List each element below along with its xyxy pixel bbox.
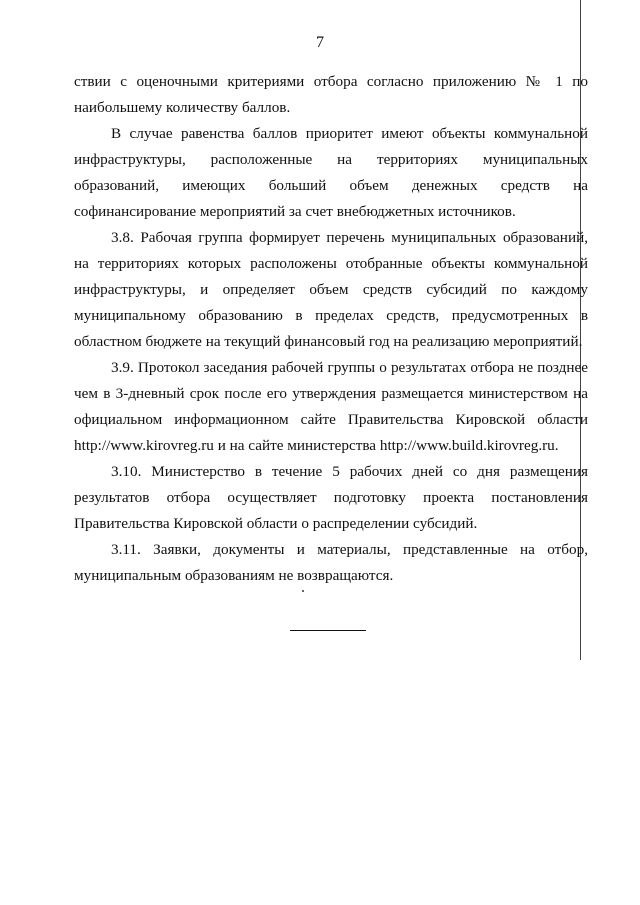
paragraph-3-9: 3.9. Протокол заседания рабочей группы о результатах отбора не позднее чем в 3-дневный срок после его утверждения размещается министерством на официальном информационном сайте Правительства Кировской области http://www.kirovreg.ru и на сайте министерства http://www.build.kirovreg.ru.: [74, 359, 588, 454]
scan-speck: [302, 590, 304, 592]
end-of-document-rule: [290, 630, 366, 631]
paragraph-equal-scores: В случае равенства баллов приоритет имеют объекты коммунальной инфраструктуры, расположенные на территориях муниципальных образований, имеющих больший объем денежных средств на софинансирование мероприятий за счет внебюджетных источников.: [74, 125, 588, 220]
paragraph-3-8: 3.8. Рабочая группа формирует перечень муниципальных образований, на территориях которых расположены отобранные объекты коммунальной инфраструктуры, и определяет объем средств субсидий по каждому муниципальному образованию в пределах средств, предусмотренных в областном бюджете на текущий финансовый год на реализацию мероприятий.: [74, 229, 588, 350]
paragraph-3-10: 3.10. Министерство в течение 5 рабочих дней со дня размещения результатов отбора осуществляет подготовку проекта постановления Правительства Кировской области о распределении субсидий.: [74, 463, 588, 532]
document-body: [74, 69, 588, 589]
page-number: 7: [316, 34, 324, 51]
paragraph-3-11: 3.11. Заявки, документы и материалы, представленные на отбор, муниципальным образованиям не возвращаются.: [74, 541, 588, 584]
paragraph-continuation: ствии с оценочными критериями отбора согласно приложению № 1 по наибольшему количеству баллов.: [74, 73, 588, 116]
